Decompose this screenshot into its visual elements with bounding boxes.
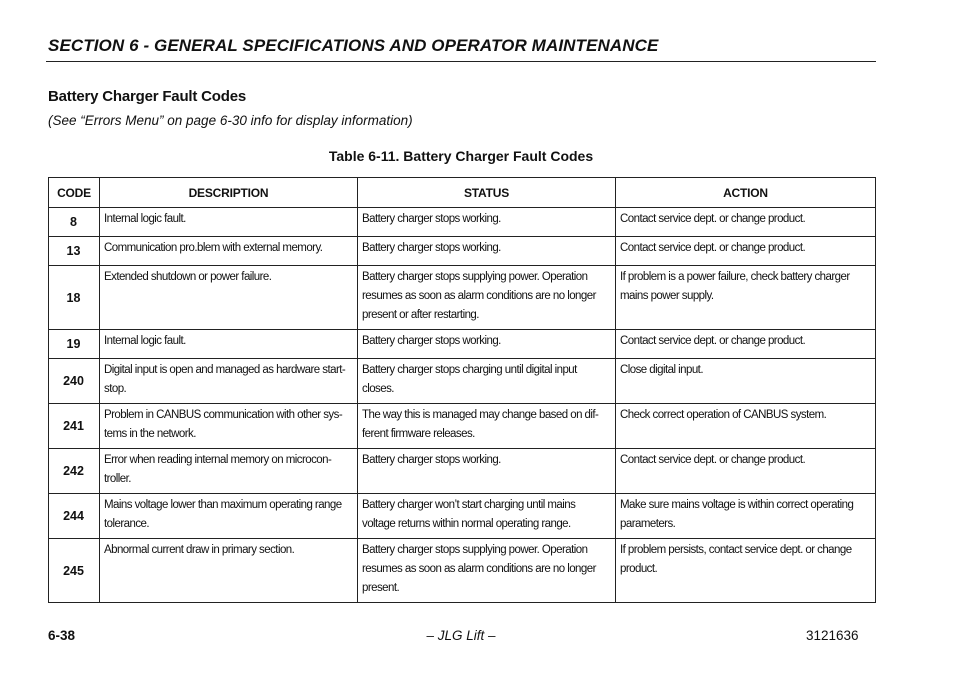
title-rule xyxy=(46,61,876,62)
code-cell: 245 xyxy=(49,539,100,603)
description-cell: Mains voltage lower than maximum operating range tolerance. xyxy=(100,494,358,539)
status-cell: Battery charger stops working. xyxy=(358,330,616,359)
page-number: 6-38 xyxy=(48,628,76,643)
header-description: DESCRIPTION xyxy=(100,178,358,208)
description-cell: Digital input is open and managed as hardware start-stop. xyxy=(100,359,358,404)
footer-brand: – JLG Lift – xyxy=(426,628,496,643)
code-cell: 241 xyxy=(49,404,100,449)
status-cell: Battery charger stops charging until digital input closes. xyxy=(358,359,616,404)
table-row xyxy=(49,494,876,539)
table-row xyxy=(49,359,876,404)
table-row xyxy=(49,330,876,359)
code-cell: 240 xyxy=(49,359,100,404)
document-number: 3121636 xyxy=(806,628,859,643)
status-cell: The way this is managed may change based on dif-ferent firmware releases. xyxy=(358,404,616,449)
description-cell: Error when reading internal memory on microcon-troller. xyxy=(100,449,358,494)
table-row xyxy=(49,404,876,449)
action-cell: Check correct operation of CANBUS system. xyxy=(616,404,876,449)
code-cell: 13 xyxy=(49,237,100,266)
action-cell: If problem is a power failure, check battery charger mains power supply. xyxy=(616,266,876,330)
table-row xyxy=(49,237,876,266)
table-row xyxy=(49,449,876,494)
code-cell: 244 xyxy=(49,494,100,539)
description-cell: Internal logic fault. xyxy=(100,208,358,237)
code-cell: 19 xyxy=(49,330,100,359)
action-cell: If problem persists, contact service dept. or change product. xyxy=(616,539,876,603)
header-action: ACTION xyxy=(616,178,876,208)
sub-heading: Battery Charger Fault Codes xyxy=(48,88,246,105)
status-cell: Battery charger stops working. xyxy=(358,449,616,494)
status-cell: Battery charger won’t start charging until mains voltage returns within normal operating range. xyxy=(358,494,616,539)
sub-note: (See “Errors Menu” on page 6-30 info for display information) xyxy=(48,113,413,128)
table-row xyxy=(49,539,876,603)
description-cell: Abnormal current draw in primary section. xyxy=(100,539,358,603)
status-cell: Battery charger stops supplying power. Operation resumes as soon as alarm conditions are no longer present. xyxy=(358,539,616,603)
table-header-row xyxy=(49,178,876,208)
code-cell: 242 xyxy=(49,449,100,494)
description-cell: Problem in CANBUS communication with other sys-tems in the network. xyxy=(100,404,358,449)
action-cell: Contact service dept. or change product. xyxy=(616,237,876,266)
section-title: SECTION 6 - GENERAL SPECIFICATIONS AND OPERATOR MAINTENANCE xyxy=(48,36,659,55)
code-cell: 8 xyxy=(49,208,100,237)
table-row xyxy=(49,208,876,237)
header-code: CODE xyxy=(49,178,100,208)
description-cell: Internal logic fault. xyxy=(100,330,358,359)
code-cell: 18 xyxy=(49,266,100,330)
status-cell: Battery charger stops working. xyxy=(358,237,616,266)
action-cell: Contact service dept. or change product. xyxy=(616,330,876,359)
action-cell: Contact service dept. or change product. xyxy=(616,208,876,237)
table-caption: Table 6-11. Battery Charger Fault Codes xyxy=(328,148,594,164)
action-cell: Contact service dept. or change product. xyxy=(616,449,876,494)
fault-codes-table xyxy=(48,177,876,603)
status-cell: Battery charger stops supplying power. Operation resumes as soon as alarm conditions are no longer present or after restarting. xyxy=(358,266,616,330)
action-cell: Make sure mains voltage is within correct operating parameters. xyxy=(616,494,876,539)
table-row xyxy=(49,266,876,330)
header-status: STATUS xyxy=(358,178,616,208)
description-cell: Communication pro.blem with external memory. xyxy=(100,237,358,266)
status-cell: Battery charger stops working. xyxy=(358,208,616,237)
description-cell: Extended shutdown or power failure. xyxy=(100,266,358,330)
action-cell: Close digital input. xyxy=(616,359,876,404)
